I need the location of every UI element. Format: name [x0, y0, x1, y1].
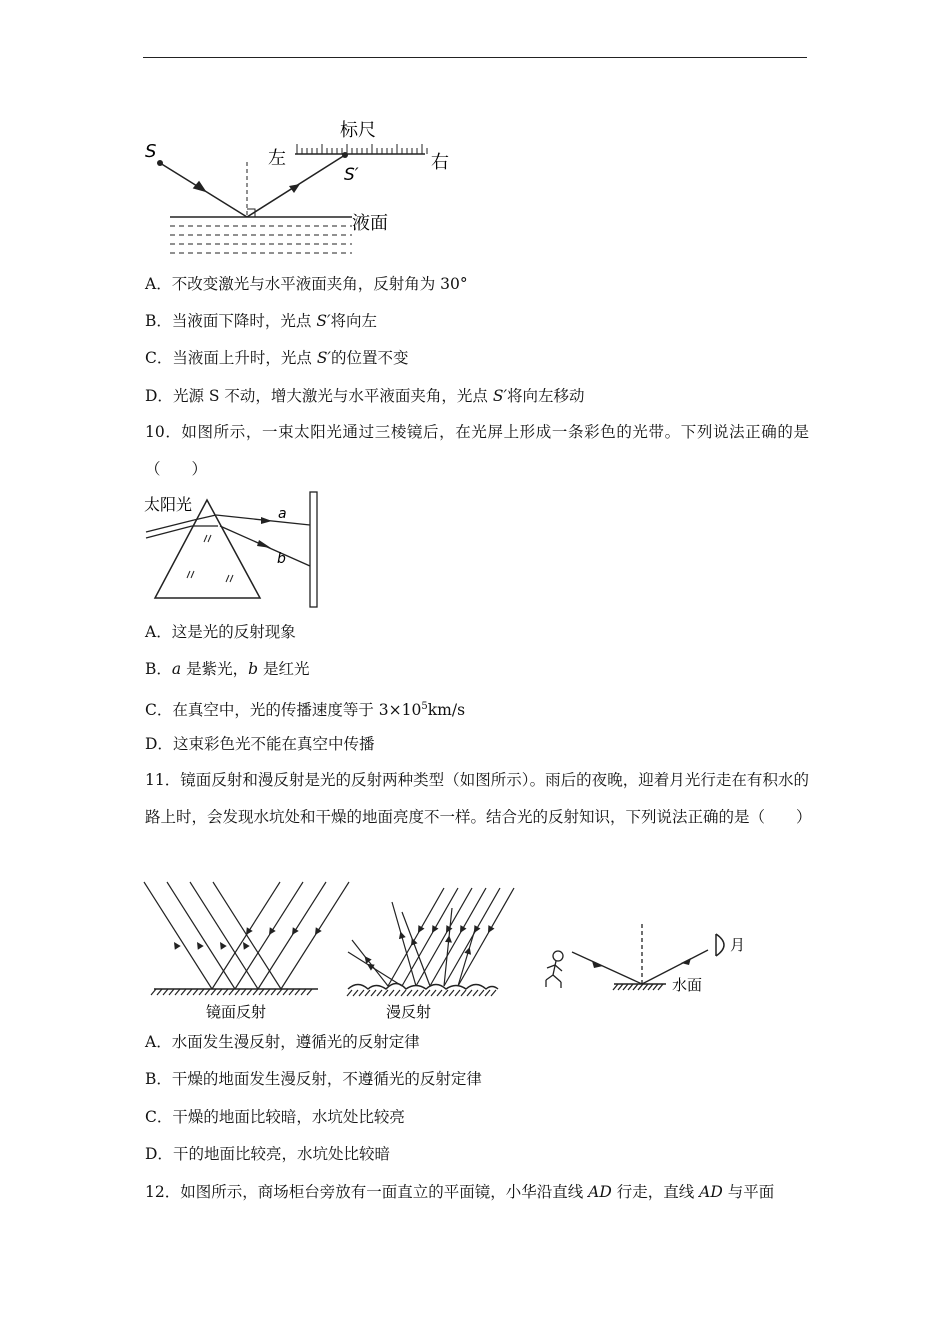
label-liquid: 液面 [352, 213, 388, 234]
prism [155, 500, 260, 598]
q12-stem: 12．如图所示，商场柜台旁放有一面直立的平面镜，小华沿直线 AD 行走，直线 AD 与平面 [145, 1183, 775, 1201]
light-screen [310, 492, 317, 607]
q11-option-a: A．水面发生漫反射，遵循光的反射定律 [145, 1033, 420, 1051]
ray-b [220, 526, 310, 566]
light-spot-S-prime [342, 152, 348, 158]
label-a: a [278, 506, 287, 522]
header-rule [143, 57, 807, 58]
label-right: 右 [431, 152, 449, 173]
reflected-ray [247, 155, 345, 217]
liquid-surface [170, 217, 352, 253]
ray-a [216, 515, 310, 525]
q9-option-c: C．当液面上升时，光点 S′的位置不变 [145, 349, 409, 367]
label-S: S [145, 141, 157, 162]
moon-ray-out [572, 952, 642, 984]
q10-option-c: C．在真空中，光的传播速度等于 $3\times 10^5km/s$ [145, 701, 466, 720]
q11-option-b: B．干燥的地面发生漫反射，不遵循光的反射定律 [145, 1070, 482, 1088]
label-scale: 标尺 [340, 120, 376, 141]
label-moon: 月 [730, 936, 746, 954]
q9-reflection-figure [140, 112, 480, 262]
label-b: b [277, 551, 286, 567]
label-left: 左 [268, 148, 286, 169]
q9-option-b: B．当液面下降时，光点 S′将向左 [145, 312, 377, 330]
label-diffuse: 漫反射 [386, 1003, 432, 1021]
q9-option-d: D．光源 S 不动，增大激光与水平液面夹角，光点 S′将向左移动 [145, 387, 585, 405]
label-sunlight: 太阳光 [144, 495, 193, 514]
label-S-prime: S′ [344, 165, 359, 185]
q11-stem: 11．镜面反射和漫反射是光的反射两种类型（如图所示）。雨后的夜晚，迎着月光行走在有积水的路上时，会发现水坑处和干燥的地面亮度不一样。结合光的反射知识，下列说法正确的是（ ） [145, 771, 812, 826]
q9-option-a: A．不改变激光与水平液面夹角，反射角为 30° [145, 275, 468, 293]
incident-ray [160, 163, 247, 217]
q11-option-c: C．干燥的地面比较暗，水坑处比较亮 [145, 1108, 405, 1126]
q10-option-a: A．这是光的反射现象 [145, 623, 296, 641]
q11-option-d: D．干的地面比较亮，水坑处比较暗 [145, 1145, 390, 1163]
moon-icon [716, 934, 724, 956]
incoming-sunlight [146, 515, 218, 538]
prism-hatch [187, 535, 233, 582]
q10-prism-figure [140, 488, 330, 613]
q11-reflection-figures [140, 872, 780, 1027]
diffuse-reflection-diagram [347, 888, 514, 996]
specular-reflection-diagram [144, 882, 349, 995]
light-source-S [157, 160, 163, 166]
q10-option-b: B．a 是紫光，b 是红光 [145, 660, 310, 678]
scale-ruler [295, 144, 427, 154]
walking-person-icon [546, 951, 563, 988]
label-water: 水面 [672, 976, 703, 994]
label-specular: 镜面反射 [206, 1003, 267, 1021]
q10-option-d: D．这束彩色光不能在真空中传播 [145, 735, 375, 753]
q10-stem: 10．如图所示，一束太阳光通过三棱镜后，在光屏上形成一条彩色的光带。下列说法正确的是（ ） [145, 423, 809, 478]
